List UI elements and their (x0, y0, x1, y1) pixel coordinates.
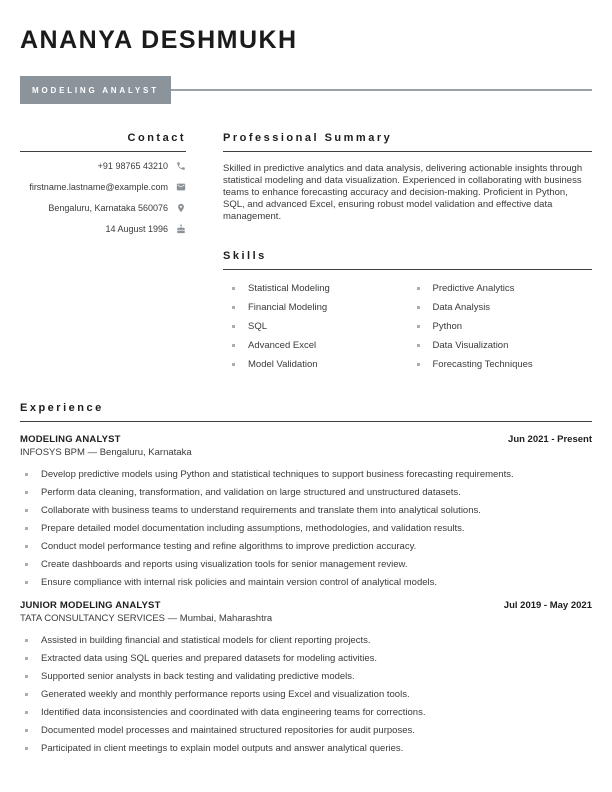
birthday-cake-icon (174, 223, 186, 234)
job-bullet-text: Collaborate with business teams to understand requirements and translate them into analytical solutions. (41, 505, 481, 516)
skill-label: Financial Modeling (248, 302, 328, 313)
envelope-icon (174, 181, 186, 192)
location-pin-icon (174, 202, 186, 213)
job-bullet-list (20, 635, 592, 754)
job-bullet (25, 487, 592, 498)
bullet-marker (25, 675, 28, 678)
job-dates: Jun 2021 - Present (508, 434, 592, 445)
skill-item (232, 359, 408, 370)
bullet-marker (417, 344, 420, 347)
skill-label: SQL (248, 321, 268, 332)
contact-section (20, 131, 186, 378)
contact-list (20, 160, 186, 235)
skill-label: Advanced Excel (248, 340, 317, 351)
bullet-marker (232, 325, 235, 328)
job-list (20, 434, 592, 754)
skill-label: Predictive Analytics (432, 283, 515, 294)
job-bullet-text: Identified data inconsistencies and coordinated with data engineering teams for corrections. (41, 707, 426, 718)
person-name: ANANYA DESHMUKH (20, 26, 298, 54)
bullet-marker (25, 509, 28, 512)
phone-number: +91 98765 43210 (97, 161, 168, 171)
experience-section (20, 401, 592, 754)
skills-heading: Skills (223, 249, 592, 270)
job-bullet-text: Supported senior analysts in back testing and validating predictive models. (41, 671, 355, 682)
job-bullet-text: Conduct model performance testing and refine algorithms to improve prediction accuracy. (41, 541, 417, 552)
job-bullet (25, 689, 592, 700)
skill-item (417, 283, 593, 294)
skill-item (417, 340, 593, 351)
bullet-marker (417, 325, 420, 328)
job-bullet (25, 559, 592, 570)
title-badge-row (20, 76, 592, 104)
job-bullet (25, 653, 592, 664)
contact-item-phone (20, 160, 186, 172)
job-bullet-text: Create dashboards and reports using visualization tools for senior management review. (41, 559, 408, 570)
job-bullet-list (20, 469, 592, 588)
phone-icon (174, 160, 186, 171)
job-entry (20, 600, 592, 754)
job-entry (20, 434, 592, 588)
contact-heading: Contact (20, 131, 186, 152)
skill-item (417, 302, 593, 313)
bullet-marker (232, 287, 235, 290)
bullet-marker (25, 729, 28, 732)
skill-label: Forecasting Techniques (432, 359, 533, 370)
skill-item (232, 302, 408, 313)
location-text: Bengaluru, Karnataka 560076 (48, 203, 168, 213)
job-title: MODELING ANALYST (20, 434, 121, 445)
bullet-marker (25, 639, 28, 642)
job-dates: Jul 2019 - May 2021 (503, 600, 592, 611)
skill-item (232, 283, 408, 294)
skill-item (417, 321, 593, 332)
summary-heading: Professional Summary (223, 131, 592, 152)
job-bullet-text: Participated in client meetings to explain model outputs and answer analytical queries. (41, 743, 404, 754)
bullet-marker (25, 545, 28, 548)
job-bullet-text: Ensure compliance with internal risk policies and maintain version control of analytical models. (41, 577, 438, 588)
bullet-marker (232, 306, 235, 309)
bullet-marker (25, 747, 28, 750)
job-bullet-text: Perform data cleaning, transformation, and validation on large structured and unstructured datasets. (41, 487, 461, 498)
job-bullet-text: Prepare detailed model documentation including assumptions, methodologies, and validation results. (41, 523, 465, 534)
job-title: JUNIOR MODELING ANALYST (20, 600, 161, 611)
top-columns (20, 131, 592, 378)
skills-columns (223, 270, 592, 378)
bullet-marker (417, 287, 420, 290)
skill-label: Statistical Modeling (248, 283, 330, 294)
contact-item-birthday (20, 223, 186, 235)
email-address: firstname.lastname@example.com (29, 182, 168, 192)
summary-text: Skilled in predictive analytics and data analysis, delivering actionable insights through statistical modeling and data visualization. Experienced in collaborating with business teams to enhance forecasting accuracy and decision-making. Proficient in Python, SQL, and advanced Excel, ensuring robust model validation and effective data management. (223, 163, 583, 222)
job-bullet (25, 707, 592, 718)
skill-label: Data Analysis (432, 302, 491, 313)
bullet-marker (25, 491, 28, 494)
bullet-marker (25, 693, 28, 696)
skill-label: Python (432, 321, 463, 332)
job-header (20, 600, 592, 625)
bullet-marker (25, 711, 28, 714)
bullet-marker (232, 363, 235, 366)
title-badge: MODELING ANALYST (20, 76, 171, 104)
contact-item-email (20, 181, 186, 193)
job-bullet (25, 671, 592, 682)
summary-skills-column (223, 131, 592, 378)
skill-item (417, 359, 593, 370)
job-bullet-text: Assisted in building financial and statistical models for client reporting projects. (41, 635, 371, 646)
job-bullet-text: Documented model processes and maintained structured repositories for audit purposes. (41, 725, 415, 736)
job-bullet (25, 577, 592, 588)
job-bullet-text: Generated weekly and monthly performance reports using Excel and visualization tools. (41, 689, 410, 700)
experience-heading: Experience (20, 401, 592, 422)
job-bullet (25, 469, 592, 480)
skill-item (232, 321, 408, 332)
skill-label: Data Visualization (432, 340, 509, 351)
job-header-left (20, 600, 272, 625)
bullet-marker (25, 527, 28, 530)
skill-label: Model Validation (248, 359, 318, 370)
job-header-left (20, 434, 192, 459)
contact-item-location (20, 202, 186, 214)
skills-column-2 (408, 283, 593, 378)
bullet-marker (25, 581, 28, 584)
bullet-marker (417, 363, 420, 366)
job-bullet-text: Extracted data using SQL queries and prepared datasets for modeling activities. (41, 653, 378, 664)
job-header (20, 434, 592, 459)
job-bullet (25, 505, 592, 516)
title-rule (171, 89, 592, 91)
bullet-marker (25, 473, 28, 476)
job-company-location: INFOSYS BPM — Bengaluru, Karnataka (20, 447, 192, 458)
job-bullet (25, 743, 592, 754)
bullet-marker (417, 306, 420, 309)
bullet-marker (25, 657, 28, 660)
job-bullet (25, 523, 592, 534)
bullet-marker (232, 344, 235, 347)
skills-column-1 (223, 283, 408, 378)
skill-item (232, 340, 408, 351)
bullet-marker (25, 563, 28, 566)
job-company-location: TATA CONSULTANCY SERVICES — Mumbai, Maharashtra (20, 613, 273, 624)
job-bullet (25, 541, 592, 552)
job-bullet-text: Develop predictive models using Python and statistical techniques to support business forecasting requirements. (41, 469, 514, 480)
job-bullet (25, 635, 592, 646)
birthdate-text: 14 August 1996 (105, 224, 168, 234)
job-bullet (25, 725, 592, 736)
